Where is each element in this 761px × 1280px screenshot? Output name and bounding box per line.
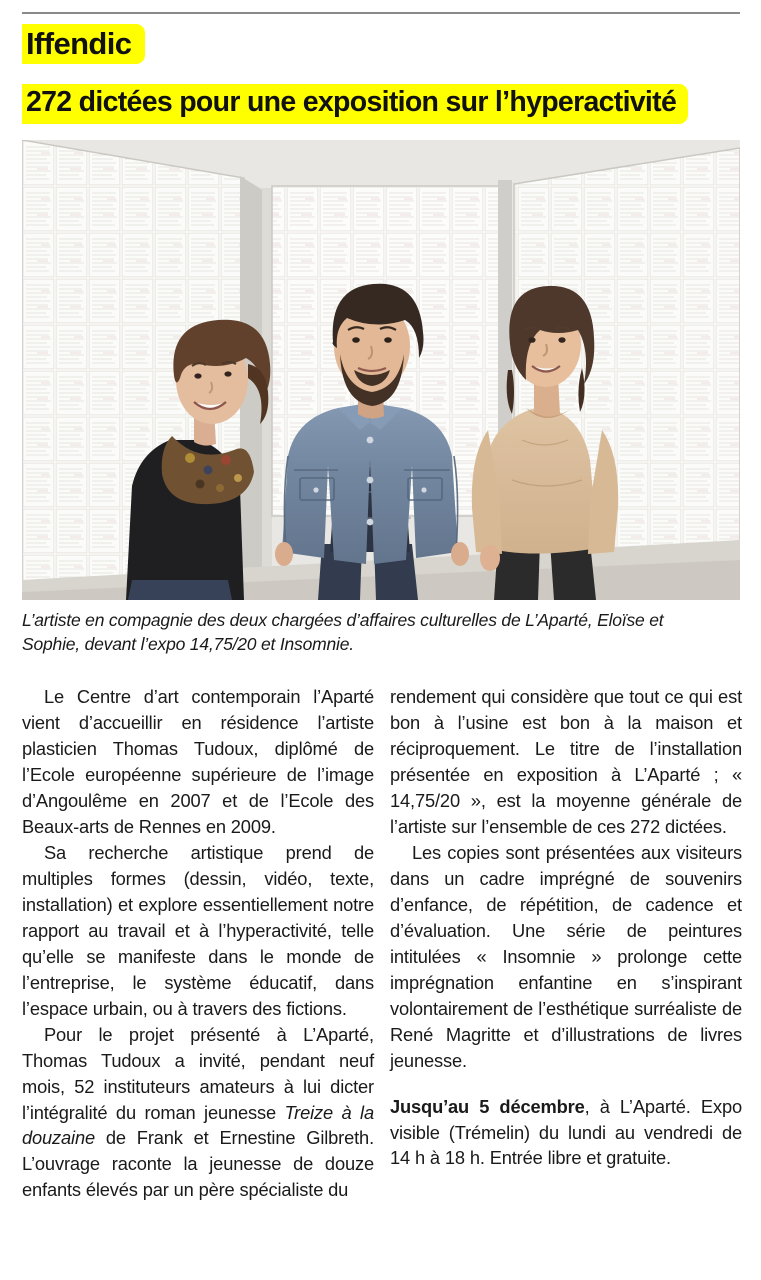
body-column-left — [22, 684, 374, 1203]
body-paragraph: Sa recherche artistique prend de multiples formes (dessin, vidéo, texte, installation) et explore essentiellement notre rapport au travail et à l’hyperactivité, telle qu’elle se manifeste dans le monde de l’entreprise, le système éducatif, dans l’espace urbain, ou à travers des fictions. — [22, 841, 374, 1019]
locality-kicker: Iffendic — [22, 24, 145, 64]
body-column-right — [390, 684, 742, 1171]
article-headline: 272 dictées pour une exposition sur l’hyperactivité — [22, 84, 688, 124]
photo-illustration — [22, 140, 740, 600]
practical-info-lead: Jusqu’au 5 décembre — [390, 1095, 585, 1117]
practical-info-paragraph — [390, 1094, 742, 1172]
body-paragraph: Le Centre d’art contemporain l’Aparté vient d’accueillir en résidence l’artiste plasticien Thomas Tudoux, diplômé de l’Ecole européenne supérieure de l’image d’Angoulême en 2007 et de l’Ecole des Beaux-arts de Rennes en 2009. — [22, 686, 374, 837]
locality-kicker-container — [22, 24, 145, 68]
article-photo — [22, 140, 740, 600]
body-paragraph: Les copies sont présentées aux visiteurs dans un cadre imprégné de souvenirs d’enfance, de répétition, de cadence et d’évaluation. Une série de peintures intitulées « Insomnie » prolonge cette imprégnation enfantine en s’inspirant volontairement de l’esthétique surréaliste de René Magritte et d’illustrations de livres jeunesse. — [390, 841, 742, 1071]
practical-info-rest: , à L’Aparté. Expo visible (Trémelin) du lundi au vendredi de 14 h à 18 h. Entrée libre et gratuite. — [390, 1095, 742, 1169]
paragraph-text-after-title: de Frank et Ernestine Gilbreth. L’ouvrage raconte la jeunesse de douze enfants élevés par un père spécialiste du — [22, 1127, 374, 1201]
paragraph-text-before-title: Pour le projet présenté à L’Aparté, Thomas Tudoux a invité, pendant neuf mois, 52 instituteurs amateurs à lui dicter l’intégralité du roman jeunesse — [22, 1023, 374, 1123]
book-title: Treize à la douzaine — [22, 1101, 374, 1149]
photo-caption: L’artiste en compagnie des deux chargées d’affaires culturelles de L’Aparté, Eloïse et Sophie, devant l’expo 14,75/20 et Insomnie. — [22, 610, 664, 655]
top-divider-rule — [22, 12, 740, 14]
body-paragraph: rendement qui considère que tout ce qui est bon à l’usine est bon à la maison et réciproquement. Le titre de l’installation présentée en exposition à L’Aparté ; « 14,75/20 », est la moyenne générale de l’artiste sur l’ensemble de ces 272 dictées. — [390, 686, 742, 837]
headline-container — [22, 84, 688, 124]
body-paragraph-with-book-title — [22, 1022, 374, 1204]
